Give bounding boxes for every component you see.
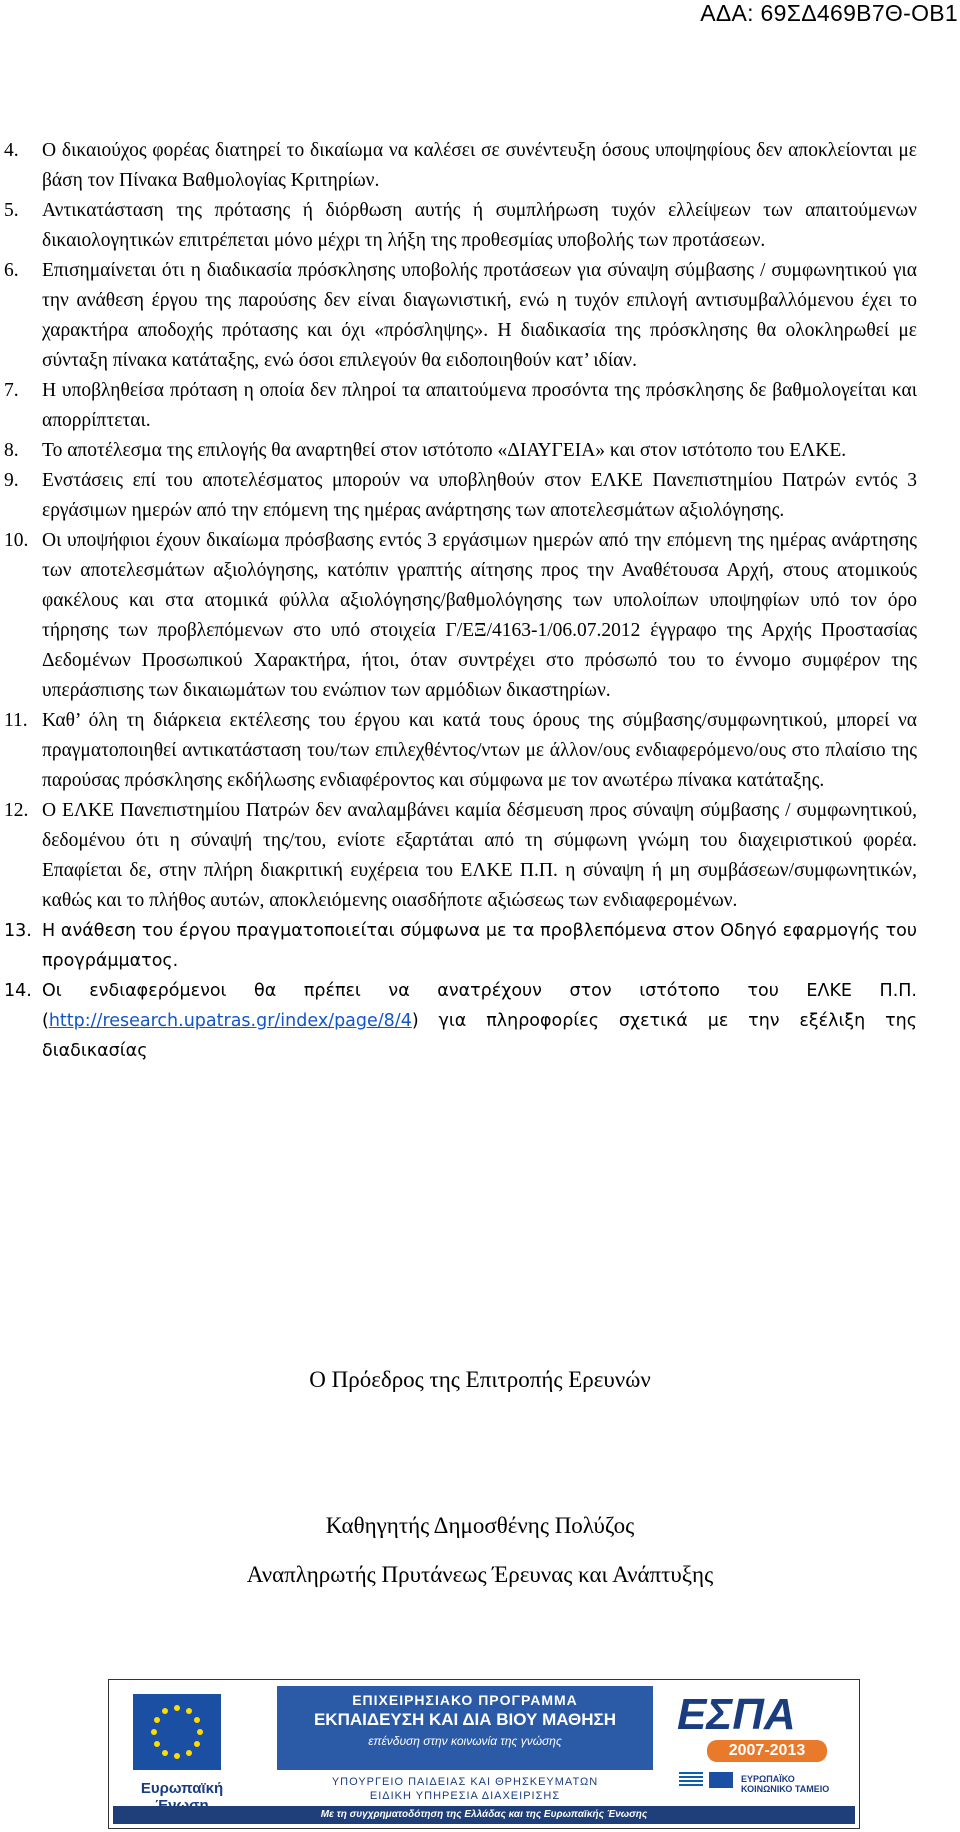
eu-small-flag-icon <box>709 1772 733 1788</box>
item-text: Ο δικαιούχος φορέας διατηρεί το δικαίωμα να καλέσει σε συνέντευξη όσους υποψηφίους δεν αποκλείονται με βάση τον Πίνακα Βαθμολογίας Κριτηρίων. <box>42 140 917 191</box>
item-text: Το αποτέλεσμα της επιλογής θα αναρτηθεί στον ιστότοπο «ΔΙΑΥΓΕΙΑ» και στον ιστότοπο του ΕΛΚΕ. <box>42 440 847 461</box>
item-number: 12. <box>4 800 29 821</box>
list-item <box>0 706 960 796</box>
list-item <box>0 256 960 376</box>
item-number: 7. <box>4 380 19 401</box>
research-link[interactable]: http://research.upatras.gr/index/page/8/4 <box>48 1011 412 1031</box>
list-item <box>0 526 960 706</box>
item-text <box>42 976 917 1066</box>
list-item <box>0 916 960 976</box>
fund-flags <box>679 1772 847 1794</box>
item-text: Ενστάσεις επί του αποτελέσματος μπορούν να υποβληθούν στον ΕΛΚΕ Πανεπιστημίου Πατρών εντός 3 εργάσιμων ημερών από την επόμενη της ημέρας ανάρτησης των αποτελεσμάτων αξιολόγησης. <box>42 470 917 521</box>
espa-logo <box>677 1690 845 1766</box>
committee-title: Ο Πρόεδρος της Επιτροπής Ερευνών <box>309 1367 651 1392</box>
ministry-label <box>277 1776 653 1802</box>
item-number: 11. <box>4 710 28 731</box>
list-item <box>0 436 960 466</box>
item-text: Ο ΕΛΚΕ Πανεπιστημίου Πατρών δεν αναλαμβάνει καμία δέσμευση προς σύναψη σύμβασης / συμφωνητικού, δεδομένου ότι η σύναψή της/του, ενίοτε εξαρτάται από τη σύμφωνη γνώμη του διαχειριστικού φορέα. Επαφίεται δε, στην πλήρη διακριτική ευχέρεια του ΕΛΚΕ Π.Π. η σύναψη ή μη συμβάσεων/συμφωνητικών, καθώς και το πλήθος αυτών, αποκλειόμενης οιασδήποτε αξιώσεως των ενδιαφερομένων. <box>42 800 917 911</box>
espa-years: 2007-2013 <box>707 1740 827 1762</box>
greek-flag-icon <box>679 1772 703 1788</box>
item-number: 5. <box>4 200 19 221</box>
espa-word: ΕΣΠΑ <box>677 1690 796 1739</box>
item-text-before: Οι ενδιαφερόμενοι θα πρέπει να ανατρέχουν στον ιστότοπο του ΕΛΚΕ Π.Π. ( <box>42 981 917 1031</box>
signatory-title: Αναπληρωτής Πρυτάνεως Έρευνας και Ανάπτυξης <box>246 1562 714 1587</box>
op-line2: ΕΚΠΑΙΔΕΥΣΗ ΚΑΙ ΔΙΑ ΒΙΟΥ ΜΑΘΗΣΗ <box>313 1710 617 1729</box>
item-number: 10. <box>4 530 29 551</box>
item-text-after: ) για πληροφορίες σχετικά με την εξέλιξη της διαδικασίας <box>42 1011 917 1061</box>
item-text: Η ανάθεση του έργου πραγματοποιείται σύμφωνα με τα προβλεπόμενα στον Οδηγό εφαρμογής του προγράμματος. <box>42 921 917 971</box>
item-text: Καθ’ όλη τη διάρκεια εκτέλεσης του έργου και κατά τους όρους της σύμβασης/συμφωνητικού, μπορεί να πραγματοποιηθεί αντικατάσταση του/των επιλεχθέντος/ντων με άλλον/ους ενδιαφερόμενο/ους στο πλαίσιο της παρούσας πρόσκλησης εκδήλωσης ενδιαφέροντος και σύμφωνα με τον ανωτέρω πίνακα κατάταξης. <box>42 710 917 791</box>
list-item <box>0 196 960 256</box>
item-number: 13. <box>4 921 32 941</box>
item-number: 8. <box>4 440 19 461</box>
item-text: Αντικατάσταση της πρότασης ή διόρθωση αυτής ή συμπλήρωση τυχόν ελλείψεων των απαιτούμενων δικαιολογητικών επιτρέπεται μόνο μέχρι τη λήξη της προθεσμίας υποβολής των προτάσεων. <box>42 200 917 251</box>
item-text: Η υποβληθείσα πρόταση η οποία δεν πληροί τα απαιτούμενα προσόντα της πρόσκλησης δε βαθμολογείται και απορρίπτεται. <box>42 380 917 431</box>
item-number: 14. <box>4 981 32 1001</box>
list-item <box>0 136 960 196</box>
terms-list <box>0 136 960 1066</box>
item-text: Επισημαίνεται ότι η διαδικασία πρόσκλησης υποβολής προτάσεων για σύναψη σύμβασης / συμφωνητικού για την ανάθεση έργου της παρούσης δεν είναι διαγωνιστική, ενώ η τυχόν επιλογή αντισυμβαλλόμενου έχει το χαρακτήρα αποδοχής πρότασης και όχι «πρόσληψης». Η διαδικασία της πρόσκλησης θα ολοκληρωθεί με σύνταξη πίνακα κατάταξης, ενώ όσοι επιλεγούν θα ειδοποιηθούν κατ’ ιδίαν. <box>42 260 917 371</box>
item-number: 6. <box>4 260 19 281</box>
esf-label: ΕΥΡΩΠΑΪΚΟ ΚΟΙΝΩΝΙΚΟ ΤΑΜΕΙΟ <box>741 1774 830 1794</box>
ministry-line2: ΕΙΔΙΚΗ ΥΠΗΡΕΣΙΑ ΔΙΑΧΕΙΡΙΣΗΣ <box>369 1790 561 1802</box>
operational-programme-logo <box>277 1686 653 1770</box>
funding-banner <box>108 1679 860 1829</box>
list-item <box>0 376 960 436</box>
ministry-line1: ΥΠΟΥΡΓΕΙΟ ΠΑΙΔΕΙΑΣ ΚΑΙ ΘΡΗΣΚΕΥΜΑΤΩΝ <box>331 1776 599 1788</box>
op-line1: ΕΠΙΧΕΙΡΗΣΙΑΚΟ ΠΡΟΓΡΑΜΜΑ <box>352 1692 578 1708</box>
op-slogan: επένδυση στην κοινωνία της γνώσης <box>368 1734 562 1748</box>
eu-flag-icon <box>133 1694 221 1770</box>
list-item <box>0 796 960 916</box>
list-item <box>0 466 960 526</box>
cofunding-footer: Με τη συγχρηματοδότηση της Ελλάδας και της Ευρωπαϊκής Ένωσης <box>113 1806 855 1824</box>
list-item <box>0 976 960 1066</box>
eu-name: Ευρωπαϊκή <box>140 1780 224 1797</box>
signatory-name: Καθηγητής Δημοσθένης Πολύζος <box>325 1513 635 1538</box>
item-number: 9. <box>4 470 19 491</box>
item-text: Οι υποψήφιοι έχουν δικαίωμα πρόσβασης εντός 3 εργάσιμων ημερών από την επόμενη της ημέρας ανάρτησης των αποτελεσμάτων αξιολόγησης, κατόπιν γραπτής αίτησης προς την Αναθέτουσα Αρχή, στους ατομικούς φακέλους και στα ατομικά φύλλα αξιολόγησης/βαθμολόγησης των υπολοίπων υποψηφίων υπό τον όρο τήρησης των προβλεπόμενων στο υπό στοιχεία Γ/ΕΞ/4163-1/06.07.2012 έγγραφο της Αρχής Προστασίας Δεδομένων Προσωπικού Χαρακτήρα, ήτοι, όταν συντρέχει στο πρόσωπό του το έννομο συμφέρον της υπεράσπισης των δικαιωμάτων του ενώπιον των αρμόδιων δικαστηρίων. <box>42 530 917 701</box>
ada-code: ΑΔΑ: 69ΣΔ469Β7Θ-ΟΒ1 <box>700 0 958 26</box>
item-number: 4. <box>4 140 19 161</box>
